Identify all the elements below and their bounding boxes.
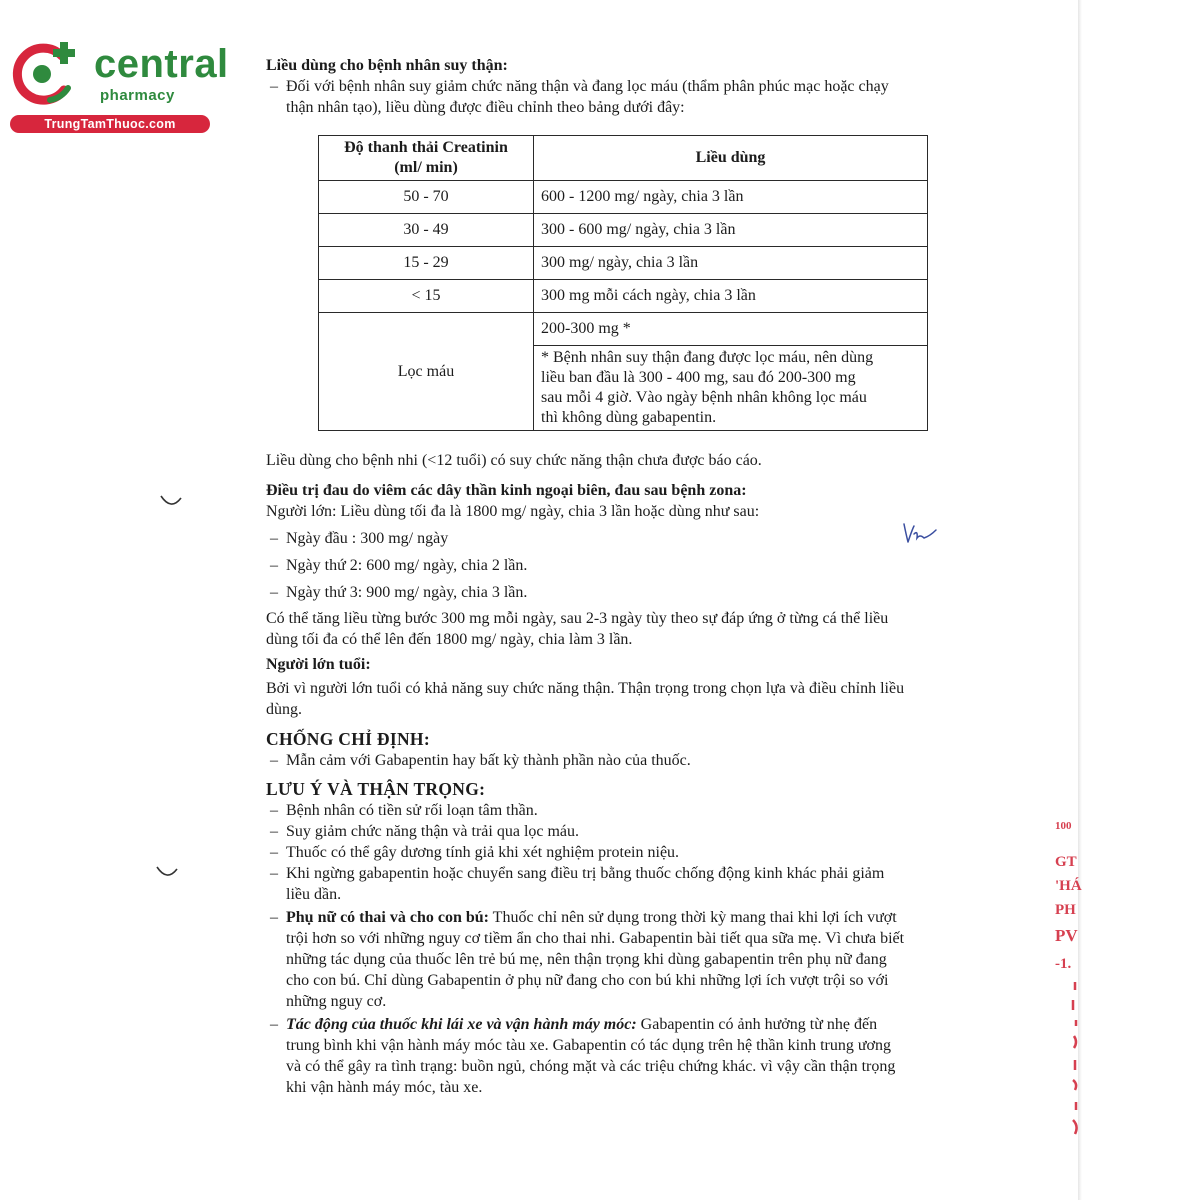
clearance-cell: 15 - 29 [319,247,534,280]
day-1-dose: – Ngày đầu : 300 mg/ ngày [266,528,1001,549]
table-row [319,181,928,214]
stamp-ink-marks [1067,980,1083,1140]
punch-hole-mark [160,495,182,507]
table-header-row [319,136,928,181]
precaution-item: – Bệnh nhân có tiền sử rối loạn tâm thần. [266,800,1001,821]
stamp-text: 100 [1055,820,1072,832]
elderly-text: dùng. [266,701,302,718]
adult-dose-line: Người lớn: Liều dùng tối đa là 1800 mg/ ngày, chia 3 lần hoặc dùng như sau: [266,503,760,520]
table-header-clearance: Độ thanh thải Creatinin (ml/ min) [319,136,534,181]
dialysis-dose-cell: 200-300 mg * [534,313,928,346]
precaution-item: – Suy giảm chức năng thận và trải qua lọc máu. [266,821,1001,842]
stamp-text: 'HÁ [1055,878,1082,894]
punch-hole-mark [156,866,178,878]
central-pharmacy-logo[interactable] [10,38,229,138]
dose-cell: 300 - 600 mg/ ngày, chia 3 lần [534,214,928,247]
dose-cell: 600 - 1200 mg/ ngày, chia 3 lần [534,181,928,214]
driving-line: khi vận hành máy móc, tàu xe. [286,1079,483,1096]
logo-subtitle: pharmacy [100,87,175,104]
table-header-dose: Liều dùng [534,136,928,181]
day-2-dose: – Ngày thứ 2: 600 mg/ ngày, chia 2 lần. [266,555,1001,576]
logo-website-link[interactable]: TrungTamThuoc.com [10,115,210,133]
elderly-text: Bởi vì người lớn tuổi có khả năng suy chức năng thận. Thận trọng trong chọn lựa và điều chỉnh liều [266,680,905,697]
titration-line: dùng tối đa có thể lên đến 1800 mg/ ngày, chia làm 3 lần. [266,631,633,648]
elderly-heading: Người lớn tuổi: [266,656,371,673]
logo-brand-name: central [94,42,229,86]
driving-line: và có thể gây ra tình trạng: buồn ngủ, chóng mặt và các triệu chứng khác. vì vậy cần thận trọng [286,1058,896,1075]
precautions-heading: LƯU Ý VÀ THẬN TRỌNG: [266,779,486,799]
clearance-cell: < 15 [319,280,534,313]
driving-paragraph: – Tác động của thuốc khi lái xe và vận hành máy móc: Gabapentin có ảnh hưởng từ nhẹ đến [266,1014,1001,1035]
stamp-text: GT [1055,854,1077,870]
precaution-item: – Thuốc có thể gây dương tính giả khi xét nghiệm protein niệu. [266,842,1001,863]
pregnancy-paragraph: – Phụ nữ có thai và cho con bú: Thuốc chỉ nên sử dụng trong thời kỳ mang thai khi lợi ích vượt [266,907,1001,928]
table-row [319,214,928,247]
driving-line: trung bình khi vận hành máy móc tàu xe. Gabapentin có tác dụng trên hệ thần kinh trung ương [286,1037,891,1054]
pediatric-note: Liều dùng cho bệnh nhi (<12 tuổi) có suy chức năng thận chưa được báo cáo. [266,452,762,469]
contraindication-item: – Mẫn cảm với Gabapentin hay bất kỳ thành phần nào của thuốc. [266,750,1001,771]
dialysis-label-cell: Lọc máu [319,313,534,431]
table-row [319,313,928,346]
renal-dosing-heading: Liều dùng cho bệnh nhân suy thận: [266,57,508,74]
driving-label: Tác động của thuốc khi lái xe và vận hành máy móc: [286,1016,637,1033]
dialysis-note-cell: * Bệnh nhân suy thận đang được lọc máu, nên dùng liều ban đầu là 300 - 400 mg, sau đó 200-300 mg sau mỗi 4 giờ. Vào ngày bệnh nhân không lọc máu thì không dùng gabapentin. [534,346,928,431]
pregnancy-line: trội hơn so với những nguy cơ tiềm ẩn cho thai nhi. Gabapentin bài tiết qua sữa mẹ. Vì chưa biết [286,930,905,947]
pharmacy-cross-logo-icon [10,38,90,110]
document-body [266,55,1001,1098]
pregnancy-label: Phụ nữ có thai và cho con bú: [286,909,489,926]
dose-cell: 300 mg mỗi cách ngày, chia 3 lần [534,280,928,313]
stamp-text: PH [1055,902,1076,918]
pregnancy-line: cho con bú. Chỉ dùng Gabapentin ở phụ nữ đang cho con bú khi những lợi ích vượt trội so với [286,972,889,989]
dose-cell: 300 mg/ ngày, chia 3 lần [534,247,928,280]
table-row [319,247,928,280]
table-row [319,280,928,313]
renal-intro-line: thận nhân tạo), liều dùng được điều chỉnh theo bảng dưới đây: [286,99,685,116]
precaution-item: – Khi ngừng gabapentin hoặc chuyển sang điều trị bằng thuốc chống động kinh khác phải giảm [266,863,1001,884]
stamp-text: -1. [1055,956,1072,972]
red-stamp-fragment [1055,810,1085,1140]
clearance-cell: 50 - 70 [319,181,534,214]
stamp-text: PV [1055,926,1078,945]
day-3-dose: – Ngày thứ 3: 900 mg/ ngày, chia 3 lần. [266,582,1001,603]
pregnancy-line: những tác dụng của thuốc lên trẻ bú mẹ, nên thận trọng khi dùng gabapentin trên phụ nữ đang [286,951,887,968]
clearance-cell: 30 - 49 [319,214,534,247]
renal-intro-line: – Đối với bệnh nhân suy giảm chức năng thận và đang lọc máu (thẩm phân phúc mạc hoặc chạy [266,76,1001,97]
renal-dose-table [318,135,928,431]
contraindications-heading: CHỐNG CHỈ ĐỊNH: [266,729,430,749]
titration-line: Có thể tăng liều từng bước 300 mg mỗi ngày, sau 2-3 ngày tùy theo sự đáp ứng ở từng cá thể liều [266,610,889,627]
precaution-item-cont: liều dần. [286,886,342,903]
pregnancy-line: những nguy cơ. [286,993,387,1010]
neuropathy-heading: Điều trị đau do viêm các dây thần kinh ngoại biên, đau sau bệnh zona: [266,482,747,499]
